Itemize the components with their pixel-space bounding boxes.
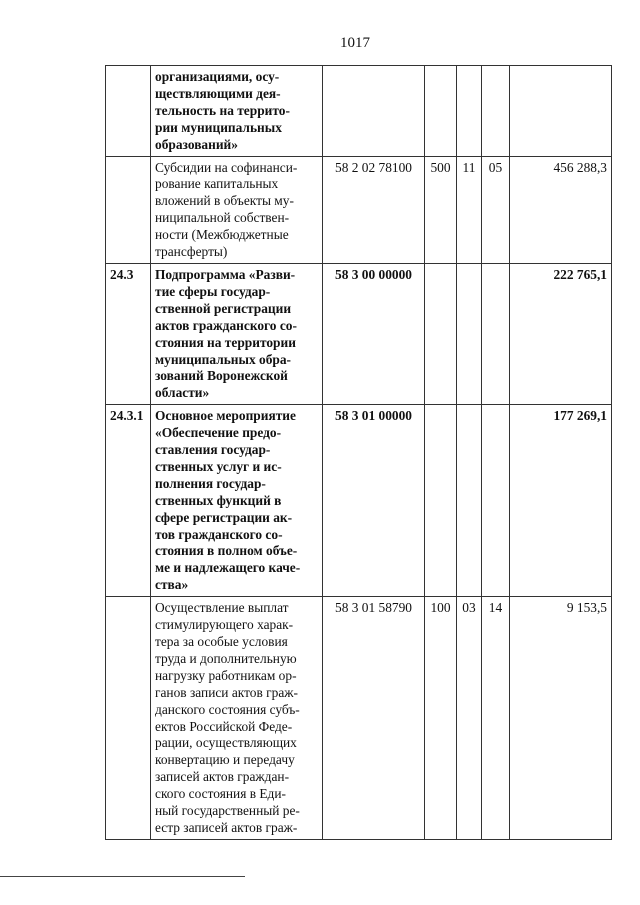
table-row [106,405,612,597]
name-line: Основное мероприятие [155,408,296,424]
name-line: рование капитальных [155,176,279,192]
cell-sum: 222 765,1 [510,263,612,404]
name-line: ства» [155,577,189,593]
cell-vr: 100 [425,597,457,840]
cell-vr [425,263,457,404]
name-line: тие сферы государ- [155,283,271,299]
cell-number: 24.3 [106,263,151,404]
name-line: полнения государ- [155,475,266,491]
name-line: данского состояния субъ- [155,701,300,717]
name-line: зований Воронежской [155,368,288,384]
cell-name [151,597,323,840]
name-line: ставления государ- [155,442,271,458]
table-row [106,156,612,263]
cell-pr [482,66,510,157]
name-line: ственных услуг и ис- [155,458,282,474]
name-line: области» [155,385,210,401]
cell-vr [425,405,457,597]
cell-sum: 456 288,3 [510,156,612,263]
cell-pr: 05 [482,156,510,263]
name-line: организациями, осу- [155,69,280,84]
name-line: записей актов граждан- [155,769,290,785]
name-line: муниципальных обра- [155,351,292,367]
name-line: ского состояния в Еди- [155,786,286,802]
cell-code [323,66,425,157]
name-line: труда и дополнительную [155,650,297,666]
name-line: ности (Межбюджетные [155,227,289,243]
cell-rz: 03 [457,597,482,840]
cell-rz: 11 [457,156,482,263]
name-line: Подпрограмма «Разви- [155,266,296,282]
table-body [106,66,612,840]
name-line: стояния на территории [155,334,296,350]
cell-vr [425,66,457,157]
cell-rz [457,66,482,157]
name-line: ственной регистрации [155,300,292,316]
name-line: тов гражданского со- [155,526,283,542]
table-row [106,263,612,404]
name-line: вложений в объекты му- [155,193,294,209]
table-row [106,597,612,840]
cell-number [106,156,151,263]
name-line: «Обеспечение предо- [155,425,282,441]
name-line: нагрузку работникам ор- [155,667,297,683]
name-line: конвертацию и передачу [155,752,295,768]
cell-sum: 9 153,5 [510,597,612,840]
page-number: 1017 [340,35,370,51]
cell-number: 24.3.1 [106,405,151,597]
name-line: ганов записи актов граж- [155,684,298,700]
cell-sum [510,66,612,157]
name-line: естр записей актов граж- [155,819,298,835]
footer-rule [0,876,245,877]
cell-rz [457,263,482,404]
cell-name [151,66,323,157]
table-row [106,66,612,157]
name-line: стимулирующего харак- [155,617,294,633]
cell-code: 58 3 00 00000 [323,263,425,404]
name-line: тельность на террито- [155,102,290,118]
cell-pr [482,263,510,404]
cell-code: 58 3 01 58790 [323,597,425,840]
name-line: ме и надлежащего каче- [155,560,301,576]
cell-vr: 500 [425,156,457,263]
name-line: стояния в полном объе- [155,543,298,559]
cell-name [151,405,323,597]
cell-code: 58 2 02 78100 [323,156,425,263]
name-line: ственных функций в [155,492,282,508]
cell-name [151,263,323,404]
cell-number [106,597,151,840]
name-line: актов гражданского со- [155,317,297,333]
name-line: рации, осуществляющих [155,735,297,751]
cell-rz [457,405,482,597]
name-line: образований» [155,136,238,152]
name-line: ектов Российской Феде- [155,718,293,734]
cell-pr [482,405,510,597]
name-line: Субсидии на софинанси- [155,159,298,175]
name-line: ный государственный ре- [155,803,300,819]
name-line: сфере регистрации ак- [155,509,293,525]
cell-sum: 177 269,1 [510,405,612,597]
name-line: ществляющими дея- [155,85,281,101]
cell-code: 58 3 01 00000 [323,405,425,597]
budget-table [105,65,612,840]
cell-pr: 14 [482,597,510,840]
cell-number [106,66,151,157]
name-line: тера за особые условия [155,634,288,649]
cell-name [151,156,323,263]
name-line: рии муниципальных [155,119,282,135]
name-line: ниципальной собствен- [155,210,290,226]
name-line: Осуществление выплат [155,600,289,616]
name-line: трансферты) [155,244,228,260]
